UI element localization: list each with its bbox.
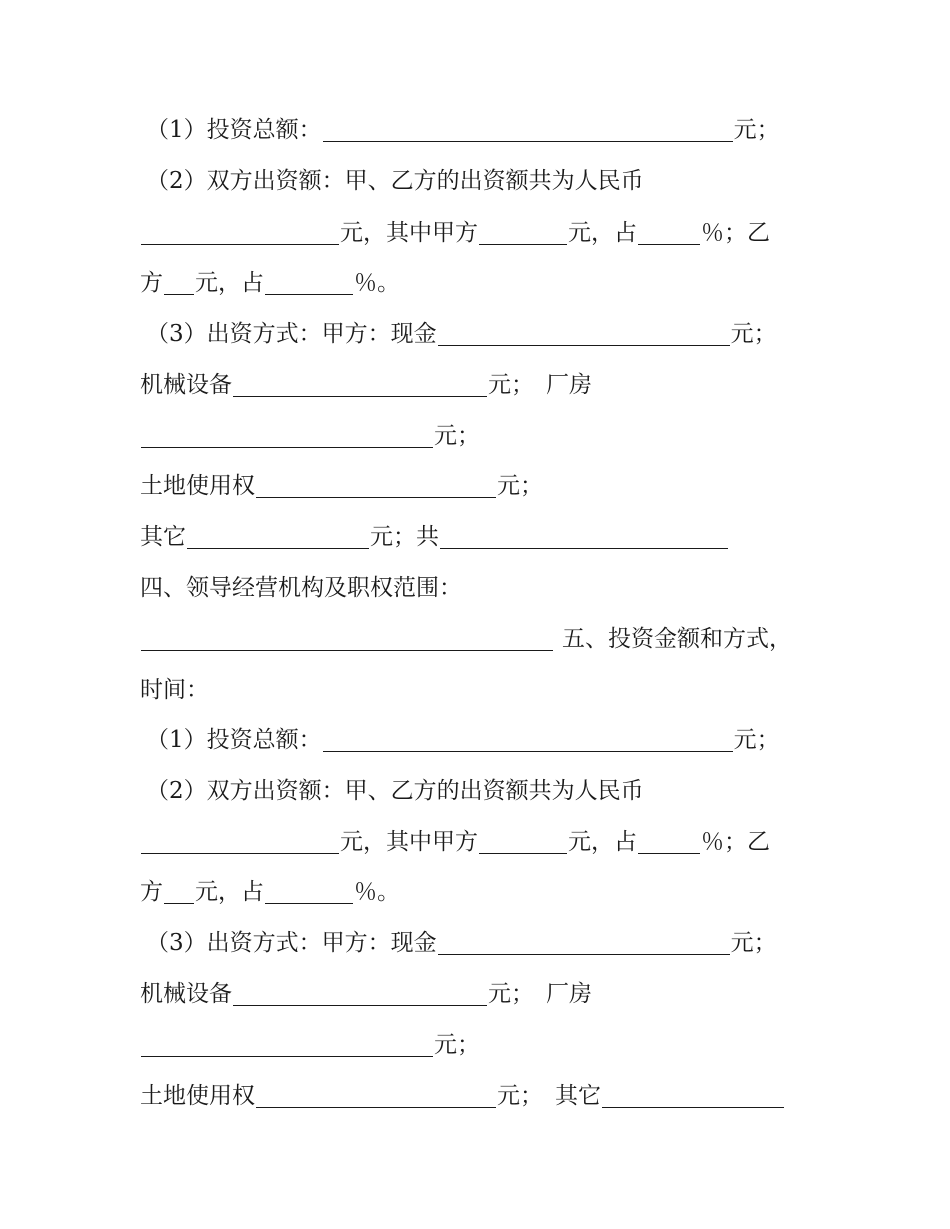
other-label: 其它 [555, 1083, 601, 1109]
zhan-text: 元，占 [195, 879, 264, 905]
zhan-text: 元，占 [568, 220, 637, 246]
yuan-gong-text: 元；共 [370, 524, 439, 550]
yuan-suffix: 元； [730, 321, 777, 347]
percent-yi-text: ％；乙 [701, 829, 770, 855]
yuan-suffix: 元； [733, 117, 780, 143]
total-investment-label: （1）投资总额： [146, 117, 322, 143]
other-label: 其它 [140, 524, 186, 550]
other-blank [602, 1083, 784, 1108]
fang-text: 方 [140, 879, 163, 905]
yuan-suffix: 元； [497, 1083, 543, 1109]
line-party-b-2 [140, 877, 400, 907]
machinery-label: 机械设备 [140, 372, 232, 398]
line-time [140, 675, 209, 705]
party-b-amount-blank [164, 879, 194, 904]
factory-label: 厂房 [546, 981, 592, 1007]
line-contribution-amounts-2 [140, 827, 770, 857]
percent-period-text: ％。 [354, 270, 400, 296]
zhan-text: 元，占 [195, 270, 264, 296]
line-machinery-2 [140, 979, 592, 1009]
land-label: 土地使用权 [140, 473, 255, 499]
yuan-suffix: 元； [497, 473, 543, 499]
line-contribution-2 [146, 776, 644, 806]
line-factory-1 [140, 421, 480, 451]
line-land-1 [140, 471, 543, 501]
line-factory-2 [140, 1030, 480, 1060]
total-blank [440, 524, 728, 549]
line-party-b-1 [140, 268, 400, 298]
line-section-5 [140, 624, 792, 654]
yuan-suffix: 元； [730, 930, 777, 956]
land-blank [256, 1083, 496, 1108]
party-b-percent-blank [265, 879, 353, 904]
other-blank [187, 524, 369, 549]
party-b-amount-blank [164, 270, 194, 295]
party-a-amount-blank [479, 220, 567, 245]
yuan-suffix: 元； [733, 727, 780, 753]
line-contribution-1 [146, 166, 644, 196]
method-label: （3）出资方式：甲方：现金 [146, 930, 437, 956]
party-a-percent-blank [638, 220, 700, 245]
party-a-text: 元，其中甲方 [340, 829, 478, 855]
party-a-amount-blank [479, 829, 567, 854]
machinery-label: 机械设备 [140, 981, 232, 1007]
land-blank [256, 473, 496, 498]
yuan-suffix: 元； [434, 1032, 480, 1058]
line-land-2 [140, 1081, 785, 1111]
land-label: 土地使用权 [140, 1083, 255, 1109]
total-investment-blank [323, 117, 733, 142]
fang-text: 方 [140, 270, 163, 296]
cash-blank [438, 930, 730, 955]
yuan-suffix: 元； [434, 423, 480, 449]
total-rmb-blank [141, 829, 339, 854]
party-a-text: 元，其中甲方 [340, 220, 478, 246]
section-5-heading: 五、投资金额和方式， [562, 626, 792, 652]
party-b-percent-blank [265, 270, 353, 295]
line-method-2 [146, 928, 777, 958]
machinery-blank [233, 981, 487, 1006]
yuan-suffix: 元； [488, 372, 534, 398]
party-a-percent-blank [638, 829, 700, 854]
line-method-1 [146, 319, 777, 349]
percent-yi-text: ％；乙 [701, 220, 770, 246]
contribution-label: （2）双方出资额：甲、乙方的出资额共为人民币 [146, 168, 644, 194]
line-total-investment-2 [146, 725, 780, 755]
zhan-text: 元，占 [568, 829, 637, 855]
factory-blank [141, 423, 433, 448]
percent-period-text: ％。 [354, 879, 400, 905]
section-4-heading: 四、领导经营机构及职权范围： [140, 575, 462, 601]
factory-blank [141, 1032, 433, 1057]
section-4-blank [141, 626, 553, 651]
time-label: 时间： [140, 677, 209, 703]
contribution-label: （2）双方出资额：甲、乙方的出资额共为人民币 [146, 778, 644, 804]
method-label: （3）出资方式：甲方：现金 [146, 321, 437, 347]
line-contribution-amounts-1 [140, 218, 770, 248]
machinery-blank [233, 372, 487, 397]
yuan-suffix: 元； [488, 981, 534, 1007]
line-section-4 [140, 573, 462, 603]
total-investment-label: （1）投资总额： [146, 727, 322, 753]
line-total-investment-1 [146, 115, 780, 145]
total-investment-blank [323, 727, 733, 752]
line-other-1 [140, 522, 729, 552]
factory-label: 厂房 [546, 372, 592, 398]
line-machinery-1 [140, 370, 592, 400]
cash-blank [438, 321, 730, 346]
total-rmb-blank [141, 220, 339, 245]
